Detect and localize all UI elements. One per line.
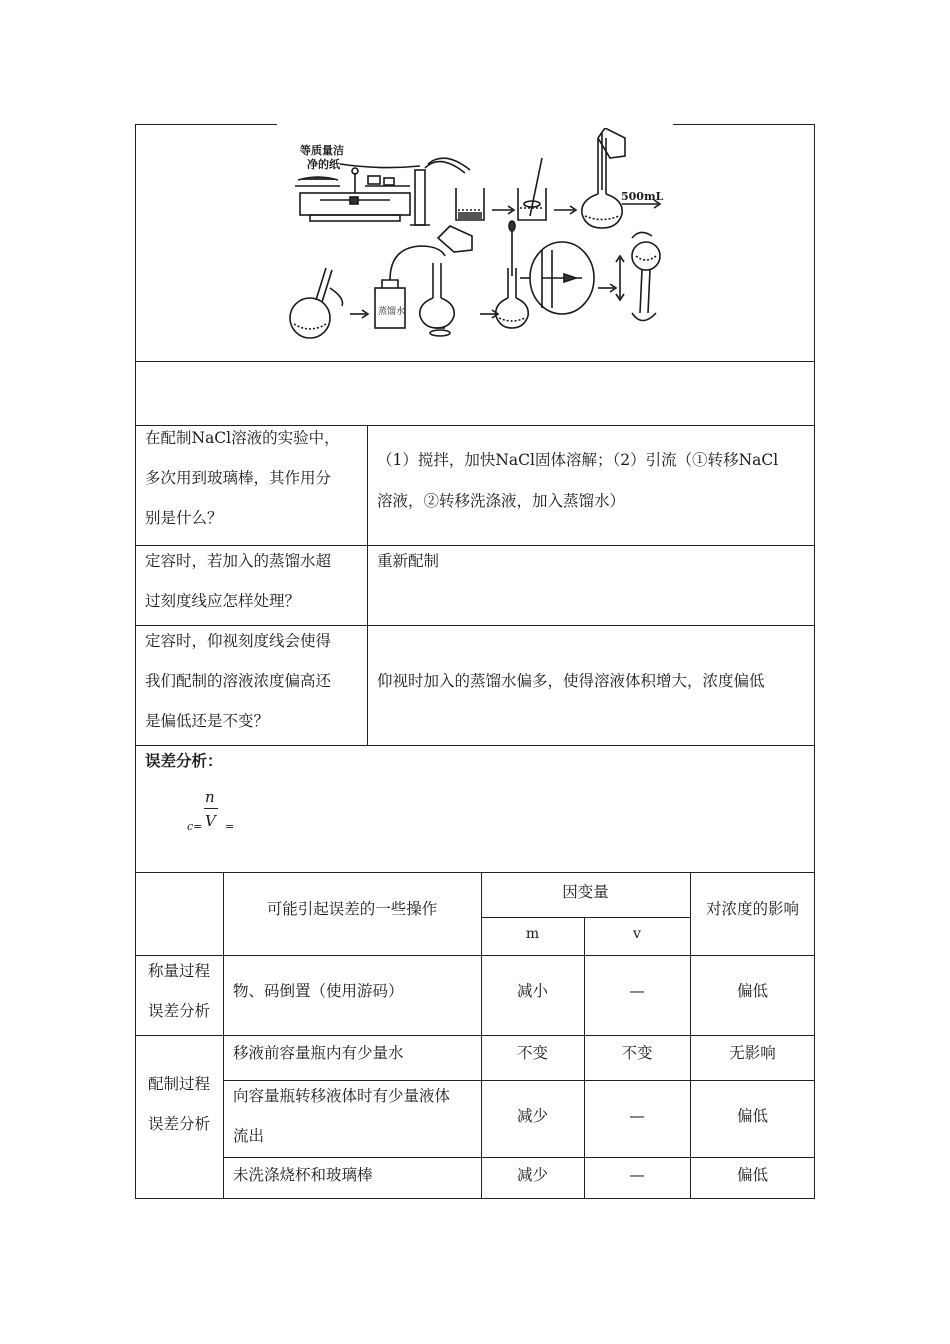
header-effect: 对浓度的影响: [705, 900, 799, 918]
qa-answer-3: 仰视时加入的蒸馏水偏多，使得溶液体积增大，浓度偏低: [377, 672, 765, 690]
beaker-icon: [456, 188, 484, 220]
group-label-line: 称量过程: [147, 962, 210, 980]
balance-icon: [295, 168, 410, 221]
qa-question-line: 别是什么？: [145, 509, 223, 527]
qa-question-line: 过刻度线应怎样处理？: [145, 592, 301, 610]
row-divider: [135, 872, 815, 873]
qa-question-line: 多次用到玻璃棒，其作用分: [145, 469, 332, 487]
flask-filling-icon: [420, 226, 472, 336]
row-operation: 流出: [233, 1127, 265, 1145]
paper-label-line2: 净的纸: [307, 158, 340, 171]
header-operation: 可能引起误差的一些操作: [266, 900, 438, 918]
qa-answer-line: （1）搅拌，加快NaCl固体溶解；（2）引流（①转移NaCl: [377, 451, 779, 469]
group-label-line: 配制过程: [147, 1075, 210, 1093]
header-v: v: [633, 926, 641, 942]
row-operation: 物、码倒置（使用游码）: [233, 982, 404, 1000]
header-m: m: [525, 926, 540, 942]
shaking-flask-icon: [290, 268, 343, 338]
qa-answer-line: 溶液，②转移洗涤液，加入蒸馏水）: [377, 492, 626, 510]
qa-answer-2: 重新配制: [377, 552, 440, 570]
formula-equals: =: [225, 820, 235, 833]
group-label-line: 误差分析: [147, 1115, 210, 1133]
row-m: 减小: [516, 982, 548, 1000]
row-m: 减少: [516, 1166, 548, 1184]
row-v: —: [629, 982, 645, 1000]
column-divider: [367, 425, 368, 745]
row-effect: 偏低: [736, 982, 768, 1000]
row-v: —: [629, 1166, 645, 1184]
dropper-flask-icon: [496, 221, 529, 328]
volumetric-flask-icon: [582, 128, 625, 228]
row-divider: [135, 361, 815, 362]
formula-denominator: V: [205, 812, 216, 830]
qa-question-line: 在配制NaCl溶液的实验中，: [145, 429, 340, 447]
procedure-illustration: [280, 128, 680, 358]
row-operation: 移液前容量瓶内有少量水: [233, 1044, 404, 1062]
row-effect: 无影响: [729, 1044, 776, 1062]
row-m: 不变: [516, 1044, 548, 1062]
row-effect: 偏低: [736, 1166, 768, 1184]
qa-question-line: 是偏低还是不变？: [145, 712, 270, 730]
beaker-stirring-icon: [518, 158, 546, 220]
distilled-water-label: 蒸馏水: [378, 307, 406, 317]
flask-volume-label: 500mL: [621, 190, 664, 203]
header-factor: 因变量: [562, 883, 609, 901]
row-divider: [135, 745, 815, 746]
formula-numerator: n: [205, 788, 215, 806]
group-label-line: 误差分析: [147, 1002, 210, 1020]
qa-question-line: 我们配制的溶液浓度偏高还: [145, 672, 332, 690]
row-operation: 向容量瓶转移液体时有少量液体: [233, 1087, 451, 1105]
row-effect: 偏低: [736, 1107, 768, 1125]
qa-question-line: 定容时，若加入的蒸馏水超: [145, 552, 332, 570]
error-analysis-heading: 误差分析：: [145, 751, 223, 770]
qa-question-line: 定容时，仰视刻度线会使得: [145, 632, 332, 650]
meniscus-zoom-icon: [520, 242, 594, 314]
row-operation: 未洗涤烧杯和玻璃棒: [233, 1166, 373, 1184]
inverting-flask-icon: [616, 232, 660, 320]
row-divider: [135, 955, 815, 956]
formula-fraction-bar: [204, 808, 218, 809]
formula-c: c=: [187, 820, 203, 833]
row-v: —: [629, 1107, 645, 1125]
paper-label-line1: 等质量洁: [300, 144, 344, 157]
row-m: 减少: [516, 1107, 548, 1125]
row-v: 不变: [621, 1044, 653, 1062]
